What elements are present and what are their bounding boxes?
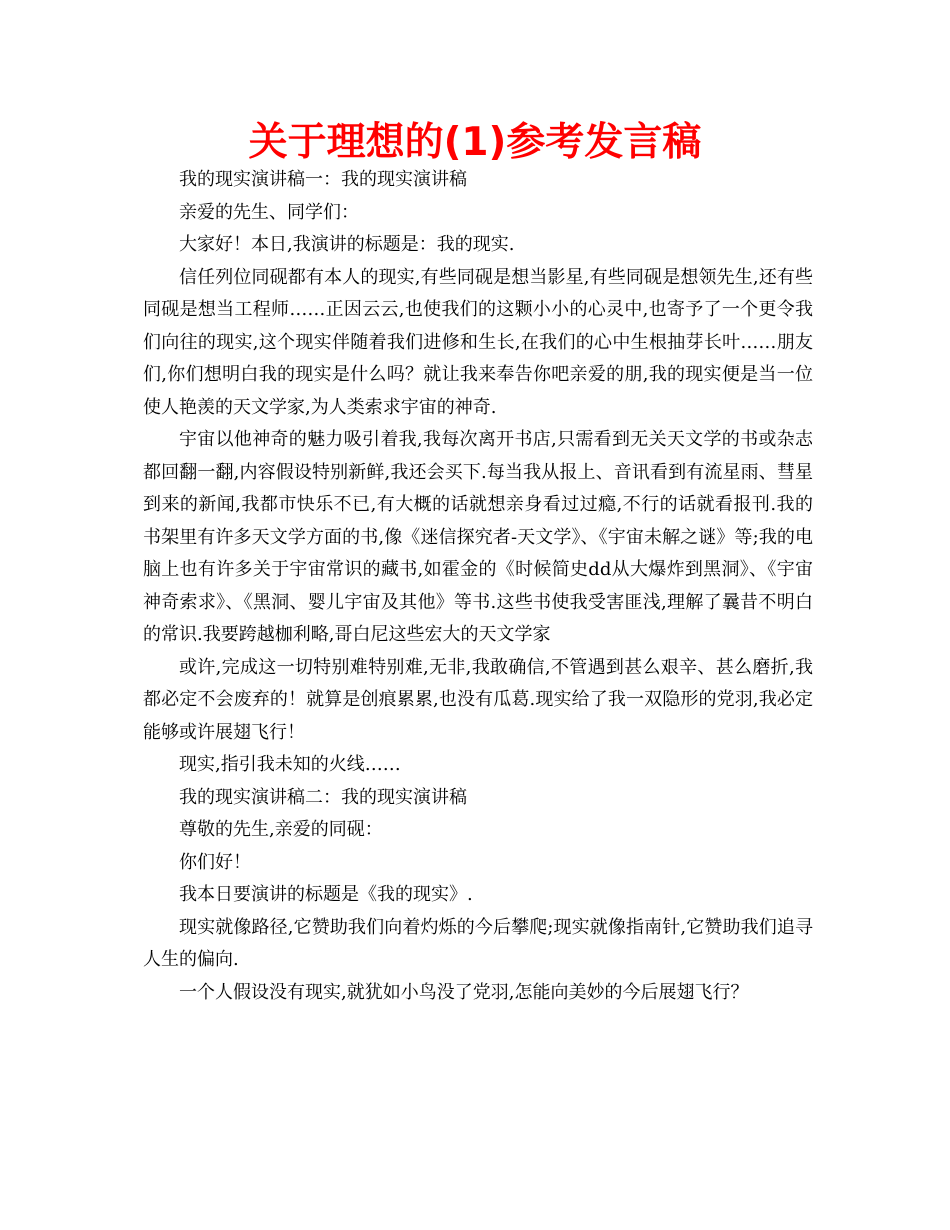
paragraph: 亲爱的先生、同学们： [179, 201, 359, 223]
paragraph: 我的现实演讲稿二：我的现实演讲稿 [179, 786, 467, 808]
paragraph: 或许,完成这一切特别难特别难,无非,我敢确信,不管遇到甚么艰辛、甚么磨折,我都必定不会废弃的！就算是创痕累累,也没有瓜葛.现实给了我一双隐形的党羽,我必定能够或许展翅飞行！ [143, 656, 813, 743]
paragraph: 现实,指引我未知的火线…… [179, 754, 401, 775]
paragraph: 你们好！ [179, 851, 251, 873]
paragraph: 宇宙以他神奇的魅力吸引着我,我每次离开书店,只需看到无关天文学的书或杂志都回翻一翻,内容假设特别新鲜,我还会买下.每当我从报上、音讯看到有流星雨、彗星到来的新闻,我都市快乐不已,有大概的话就想亲身看过过瘾,不行的话就看报刊.我的书架里有许多天文学方面的书,像《迷信探究者-天文学》、《宇宙未解之谜》等;我的电脑上也有许多关于宇宙常识的藏书,如霍金的《时候简史dd从大爆炸到黑洞》、《宇宙神奇索求》、《黑洞、婴儿宇宙及其他》等书.这些书使我受害匪浅,理解了曩昔不明白的常识.我要跨越枷利略,哥白尼这些宏大的天文学家 [143, 429, 813, 645]
document-body [143, 164, 813, 1009]
paragraph: 我本日要演讲的标题是《我的现实》. [179, 884, 473, 905]
paragraph: 现实就像路径,它赞助我们向着灼烁的今后攀爬;现实就像指南针,它赞助我们追寻人生的偏向. [143, 916, 813, 970]
page-title: 关于理想的(1)参考发言稿 [248, 120, 702, 165]
paragraph: 大家好！本日,我演讲的标题是：我的现实. [179, 234, 515, 255]
paragraph: 尊敬的先生,亲爱的同砚： [179, 819, 383, 840]
paragraph: 信任列位同砚都有本人的现实,有些同砚是想当影星,有些同砚是想领先生,还有些同砚是想当工程师……正因云云,也使我们的这颗小小的心灵中,也寄予了一个更令我们向往的现实,这个现实伴随着我们进修和生长,在我们的心中生根抽芽长叶……朋友们,你们想明白我的现实是什么吗？就让我来奉告你吧亲爱的朋,我的现实便是当一位使人艳羡的天文学家,为人类索求宇宙的神奇. [143, 266, 813, 418]
paragraph: 一个人假设没有现实,就犹如小鸟没了党羽,怎能向美妙的今后展翅飞行？ [179, 981, 749, 1003]
paragraph: 我的现实演讲稿一：我的现实演讲稿 [179, 169, 467, 190]
